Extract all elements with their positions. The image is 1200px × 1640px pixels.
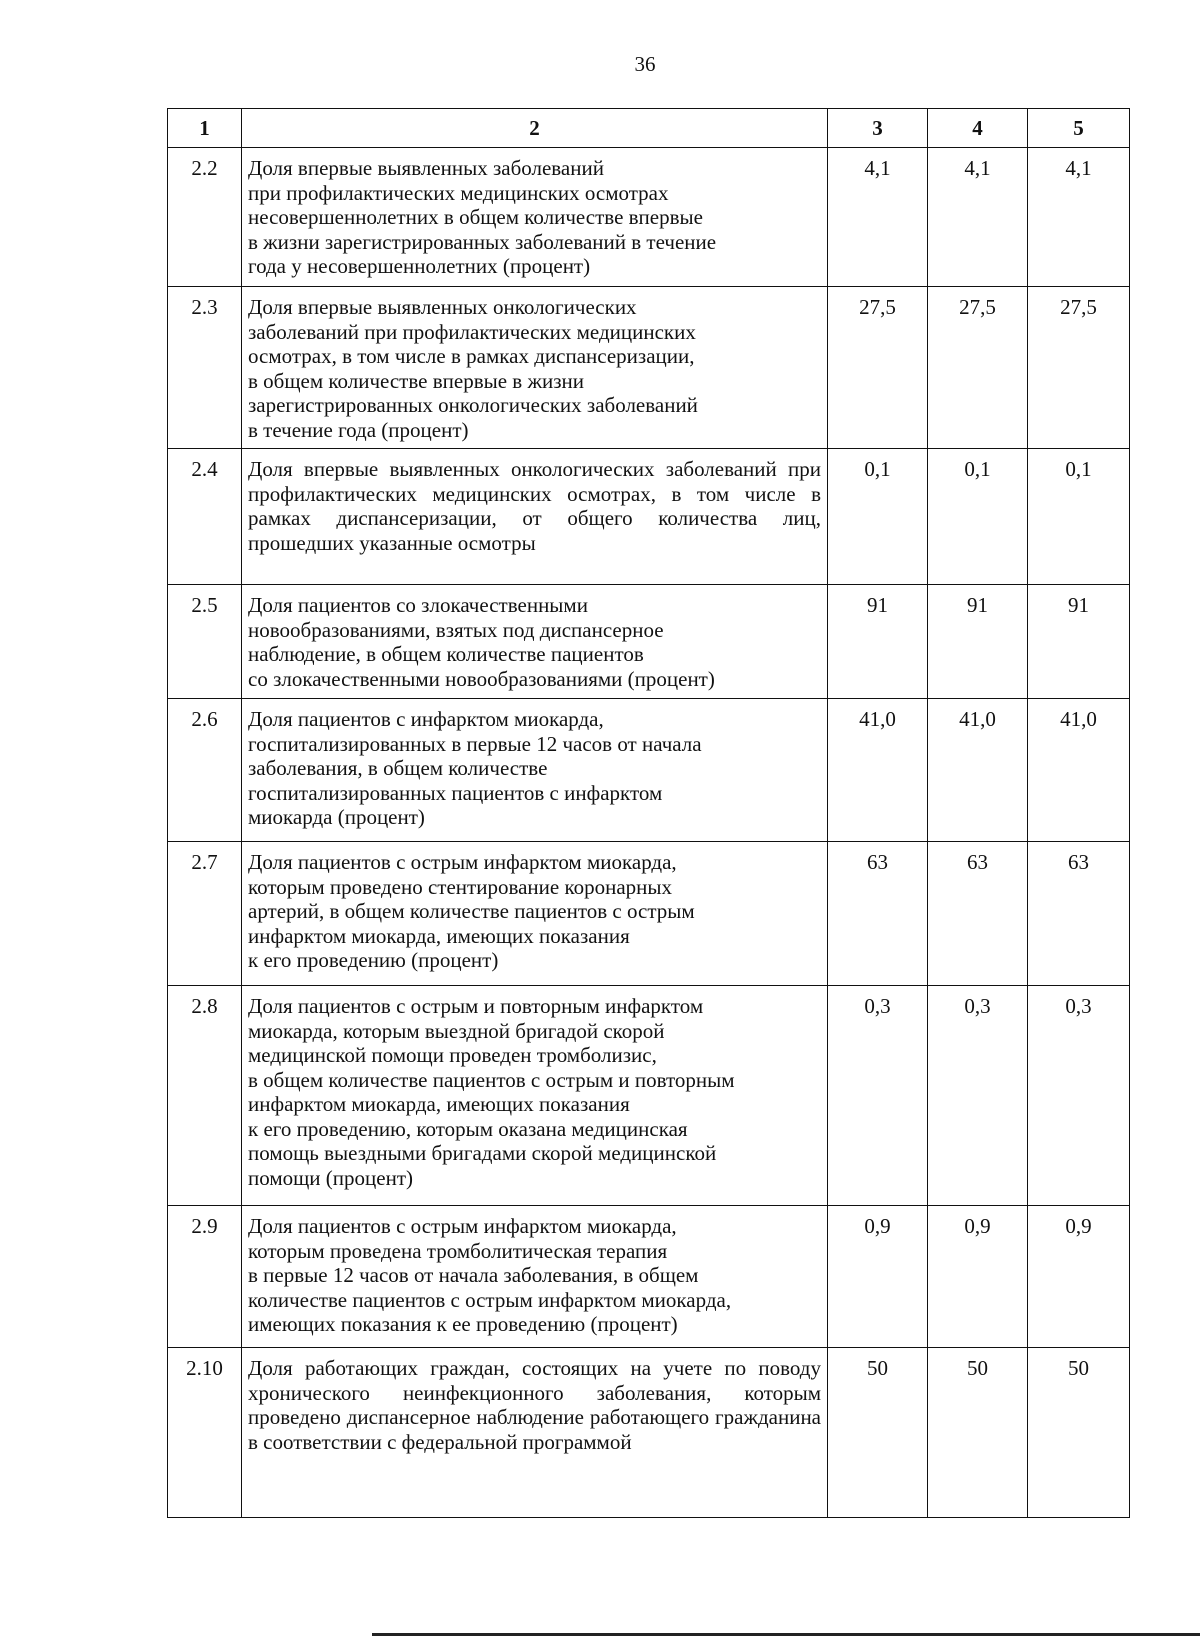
indicators-table — [167, 108, 1130, 1518]
description-line: миокарда, которым выездной бригадой скорой — [248, 1018, 665, 1043]
row-number: 2.3 — [168, 287, 242, 449]
value-col-3: 0,3 — [828, 986, 928, 1206]
description-line: инфарктом миокарда, имеющих показания — [248, 1092, 630, 1116]
table-row — [168, 1206, 1130, 1348]
description-line: Доля пациентов с инфарктом миокарда, — [248, 707, 604, 731]
value-col-5: 63 — [1028, 842, 1130, 986]
value-col-3: 50 — [828, 1348, 928, 1518]
description-line: имеющих показания к ее проведению (процент) — [248, 1312, 678, 1336]
description-line: которым проведено стентирование коронарных — [248, 874, 672, 899]
value-col-5: 0,3 — [1028, 986, 1130, 1206]
description-line: осмотрах, в том числе в рамках диспансеризации, — [248, 344, 695, 368]
value-col-3: 0,9 — [828, 1206, 928, 1348]
description-line: Доля пациентов с острым и повторным инфарктом — [248, 994, 704, 1018]
indicator-description — [242, 449, 828, 585]
description-line: Доля впервые выявленных заболеваний — [248, 156, 604, 180]
table-row — [168, 287, 1130, 449]
header-col-2: 2 — [242, 109, 828, 148]
indicator-description — [242, 986, 828, 1206]
value-col-4: 63 — [928, 842, 1028, 986]
description-line: Доля пациентов с острым инфарктом миокарда, — [248, 850, 677, 874]
description-line: к его проведению (процент) — [248, 948, 499, 972]
value-col-5: 27,5 — [1028, 287, 1130, 449]
value-col-3: 4,1 — [828, 148, 928, 287]
indicator-description — [242, 287, 828, 449]
value-col-4: 0,3 — [928, 986, 1028, 1206]
description-line: года у несовершеннолетних (процент) — [248, 254, 591, 278]
description-line: зарегистрированных онкологических заболеваний — [248, 393, 698, 417]
table-row — [168, 1348, 1130, 1518]
indicator-description — [242, 585, 828, 699]
value-col-3: 91 — [828, 585, 928, 699]
value-col-3: 0,1 — [828, 449, 928, 585]
description-line: заболевания, в общем количестве — [248, 756, 548, 780]
value-col-5: 50 — [1028, 1348, 1130, 1518]
row-number: 2.6 — [168, 699, 242, 842]
description-line: медицинской помощи проведен тромболизис, — [248, 1043, 657, 1067]
value-col-4: 27,5 — [928, 287, 1028, 449]
value-col-4: 0,9 — [928, 1206, 1028, 1348]
row-number: 2.5 — [168, 585, 242, 699]
description-line: Доля пациентов с острым инфарктом миокарда, — [248, 1214, 677, 1238]
description-line: госпитализированных в первые 12 часов от начала — [248, 731, 702, 756]
value-col-5: 41,0 — [1028, 699, 1130, 842]
description-line: со злокачественными новообразованиями (процент) — [248, 666, 715, 691]
value-col-5: 0,9 — [1028, 1206, 1130, 1348]
value-col-5: 0,1 — [1028, 449, 1130, 585]
description-line: артерий, в общем количестве пациентов с острым — [248, 899, 695, 923]
description-line: в общем количестве пациентов с острым и повторным — [248, 1067, 735, 1092]
description-line: помощи (процент) — [248, 1165, 413, 1190]
value-col-5: 91 — [1028, 585, 1130, 699]
table-row — [168, 449, 1130, 585]
header-col-1: 1 — [168, 109, 242, 148]
description-line: новообразованиями, взятых под диспансерное — [248, 617, 664, 642]
description-line: в общем количестве впервые в жизни — [248, 368, 584, 393]
description-line: госпитализированных пациентов с инфарктом — [248, 780, 663, 805]
row-number: 2.4 — [168, 449, 242, 585]
description-line: Доля впервые выявленных онкологических заболеваний при профилактических медицинских осмотрах, в том числе в рамках диспансеризации, от общего количества лиц, прошедших указанные осмотры — [248, 457, 821, 555]
table-row — [168, 699, 1130, 842]
description-line: Доля пациентов со злокачественными — [248, 593, 588, 617]
indicator-description — [242, 1348, 828, 1518]
description-line: которым проведена тромболитическая терапия — [248, 1238, 668, 1263]
table-header-row — [168, 109, 1130, 148]
value-col-4: 50 — [928, 1348, 1028, 1518]
header-col-5: 5 — [1028, 109, 1130, 148]
value-col-5: 4,1 — [1028, 148, 1130, 287]
table-row — [168, 986, 1130, 1206]
description-line: миокарда (процент) — [248, 805, 425, 829]
description-line: при профилактических медицинских осмотрах — [248, 180, 669, 205]
indicator-description — [242, 1206, 828, 1348]
table-row — [168, 585, 1130, 699]
table-row — [168, 148, 1130, 287]
table-row — [168, 842, 1130, 986]
row-number: 2.2 — [168, 148, 242, 287]
description-line: заболеваний при профилактических медицинских — [248, 319, 696, 344]
description-line: количестве пациентов с острым инфарктом миокарда, — [248, 1287, 732, 1312]
description-line: Доля работающих граждан, состоящих на учете по поводу хронического неинфекционного заболевания, которым проведено диспансерное наблюдение работающего гражданина в соответствии с федеральной программой — [248, 1356, 821, 1454]
indicator-description — [242, 699, 828, 842]
value-col-4: 41,0 — [928, 699, 1028, 842]
page-number: 36 — [634, 52, 656, 76]
indicator-description — [242, 842, 828, 986]
row-number: 2.9 — [168, 1206, 242, 1348]
description-line: несовершеннолетних в общем количестве впервые — [248, 205, 703, 229]
value-col-4: 91 — [928, 585, 1028, 699]
description-line: Доля впервые выявленных онкологических — [248, 295, 637, 319]
value-col-4: 0,1 — [928, 449, 1028, 585]
description-line: помощь выездными бригадами скорой медицинской — [248, 1141, 717, 1165]
header-col-3: 3 — [828, 109, 928, 148]
row-number: 2.8 — [168, 986, 242, 1206]
description-line: наблюдение, в общем количестве пациентов — [248, 642, 644, 666]
row-number: 2.7 — [168, 842, 242, 986]
header-col-4: 4 — [928, 109, 1028, 148]
description-line: в течение года (процент) — [248, 417, 469, 442]
value-col-3: 27,5 — [828, 287, 928, 449]
indicator-description — [242, 148, 828, 287]
row-number: 2.10 — [168, 1348, 242, 1518]
value-col-4: 4,1 — [928, 148, 1028, 287]
description-line: в жизни зарегистрированных заболеваний в течение — [248, 229, 717, 254]
description-line: к его проведению, которым оказана медицинская — [248, 1116, 688, 1141]
value-col-3: 63 — [828, 842, 928, 986]
value-col-3: 41,0 — [828, 699, 928, 842]
description-line: инфарктом миокарда, имеющих показания — [248, 923, 630, 948]
scan-edge-line — [372, 1633, 1200, 1636]
description-line: в первые 12 часов от начала заболевания, в общем — [248, 1263, 699, 1287]
